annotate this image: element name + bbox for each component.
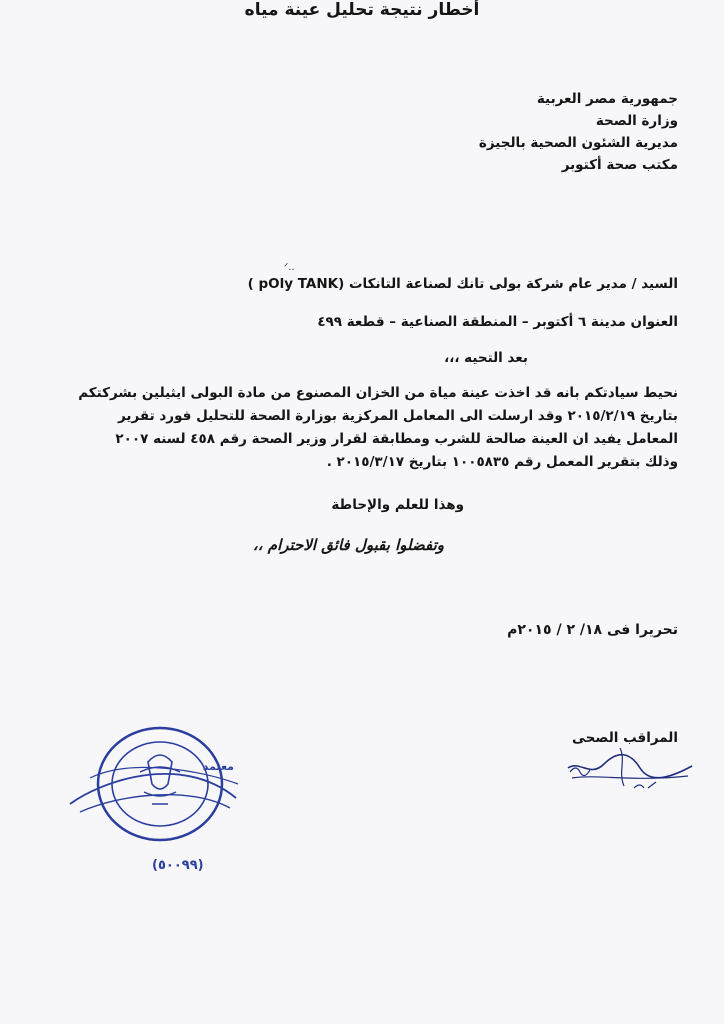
greeting: بعد التحيه ،،، bbox=[444, 350, 528, 366]
signer-title: المراقب الصحى bbox=[572, 730, 678, 746]
header-country: جمهورية مصر العربية bbox=[536, 91, 678, 107]
addressee-line: السيد / مدير عام شركة بولى تانك لصناعة التانكات (pOly TANK ) bbox=[247, 276, 678, 292]
address-line: العنوان مدينة ٦ أكتوبر – المنطقة الصناعية – قطعة ٤٩٩ bbox=[317, 314, 678, 330]
header-ministry: وزارة الصحة bbox=[595, 113, 678, 129]
document-title: أخطار نتيجة تحليل عينة مياه bbox=[244, 0, 480, 20]
body-line-3: المعامل يفيد ان العينة صالحة للشرب ومطابقة لقرار وزير الصحة رقم ٤٥٨ لسنه ٢٠٠٧ bbox=[115, 431, 678, 447]
header-office: مكتب صحة أكتوبر bbox=[561, 157, 678, 173]
issue-date: تحريرا فى ١٨/ ٢ / ٢٠١٥م bbox=[507, 622, 678, 638]
signature-scribble bbox=[560, 738, 700, 798]
official-seal bbox=[60, 712, 250, 882]
closing-note: وهذا للعلم والإحاطة bbox=[331, 497, 464, 513]
body-line-4: وذلك بتقرير المعمل رقم ١٠٠٥٨٣٥ بتاريخ ٢٠١٥/٣/١٧ . bbox=[326, 454, 678, 470]
pen-mark: ᐟ.. bbox=[284, 262, 295, 273]
closing-regards: وتفضلوا بقبول فائق الاحترام ،، bbox=[252, 536, 444, 554]
body-line-1: نحيط سيادتكم بانه قد اخذت عينة مياة من الخزان المصنوع من مادة البولى ايثيلين بشركتكم bbox=[78, 385, 678, 401]
header-directorate: مديرية الشئون الصحية بالجيزة bbox=[478, 135, 678, 151]
body-line-2: بتاريخ ٢٠١٥/٢/١٩ وقد ارسلت الى المعامل المركزية بوزارة الصحة للتحليل فورد تقرير bbox=[118, 408, 678, 424]
seal-number: (٥٠٠٩٩) bbox=[152, 858, 204, 873]
letterhead bbox=[479, 88, 678, 176]
seal-graphic bbox=[60, 712, 250, 882]
letter-body bbox=[38, 382, 678, 474]
seal-approved-label: معتمد bbox=[202, 760, 234, 773]
